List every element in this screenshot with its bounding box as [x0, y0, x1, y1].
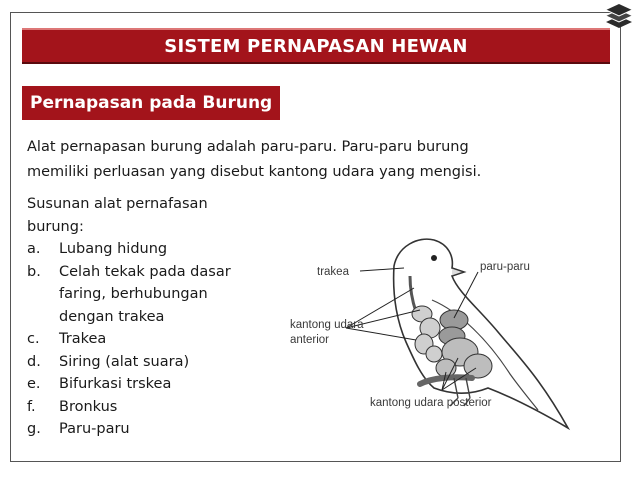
slideshare-logo-icon — [604, 2, 634, 30]
list-item — [27, 418, 272, 441]
organ-list — [27, 238, 272, 441]
bird-respiratory-diagram — [282, 228, 572, 433]
list-marker: d. — [27, 353, 41, 370]
label-anterior-line2: anterior — [290, 334, 329, 346]
label-paru-paru: paru-paru — [480, 261, 530, 273]
list-item-text: Bronkus — [59, 398, 118, 415]
list-item-text: Celah tekak pada dasar — [59, 263, 231, 280]
bird-eye — [431, 255, 437, 261]
intro-paragraph — [27, 135, 587, 185]
list-intro-line: burung: — [27, 218, 84, 235]
list-item-text: Trakea — [59, 331, 107, 347]
intro-line: Alat pernapasan burung adalah paru-paru. Paru-paru burung — [27, 139, 469, 155]
list-item — [27, 328, 272, 351]
list-marker: b. — [27, 263, 41, 280]
slide-title: SISTEM PERNAPASAN HEWAN — [22, 28, 610, 64]
intro-line: memiliki perluasan yang disebut kantong udara yang mengisi. — [27, 164, 482, 180]
list-marker: g. — [27, 421, 41, 437]
list-marker: e. — [27, 376, 41, 392]
list-item — [27, 396, 272, 419]
list-marker: a. — [27, 241, 41, 257]
list-item-text: Lubang hidung — [59, 241, 168, 257]
list-item-text: faring, berhubungan — [59, 286, 208, 302]
list-intro-line: Susunan alat pernafasan — [27, 196, 208, 212]
list-item — [27, 238, 272, 261]
list-marker: f. — [27, 398, 36, 415]
list-item-text: dengan trakea — [59, 308, 165, 325]
list-item — [27, 261, 272, 329]
list-item-text: Bifurkasi trskea — [59, 376, 172, 392]
list-item-text: Paru-paru — [59, 421, 130, 437]
label-trakea: trakea — [317, 266, 349, 278]
list-item — [27, 351, 272, 374]
list-item-text: Siring (alat suara) — [59, 353, 190, 370]
section-subtitle: Pernapasan pada Burung — [22, 86, 280, 120]
label-anterior-line1: kantong udara — [290, 319, 364, 331]
label-posterior: kantong udara posterior — [370, 397, 492, 409]
list-marker: c. — [27, 331, 40, 347]
list-item — [27, 373, 272, 396]
organ-list-block — [27, 193, 272, 441]
